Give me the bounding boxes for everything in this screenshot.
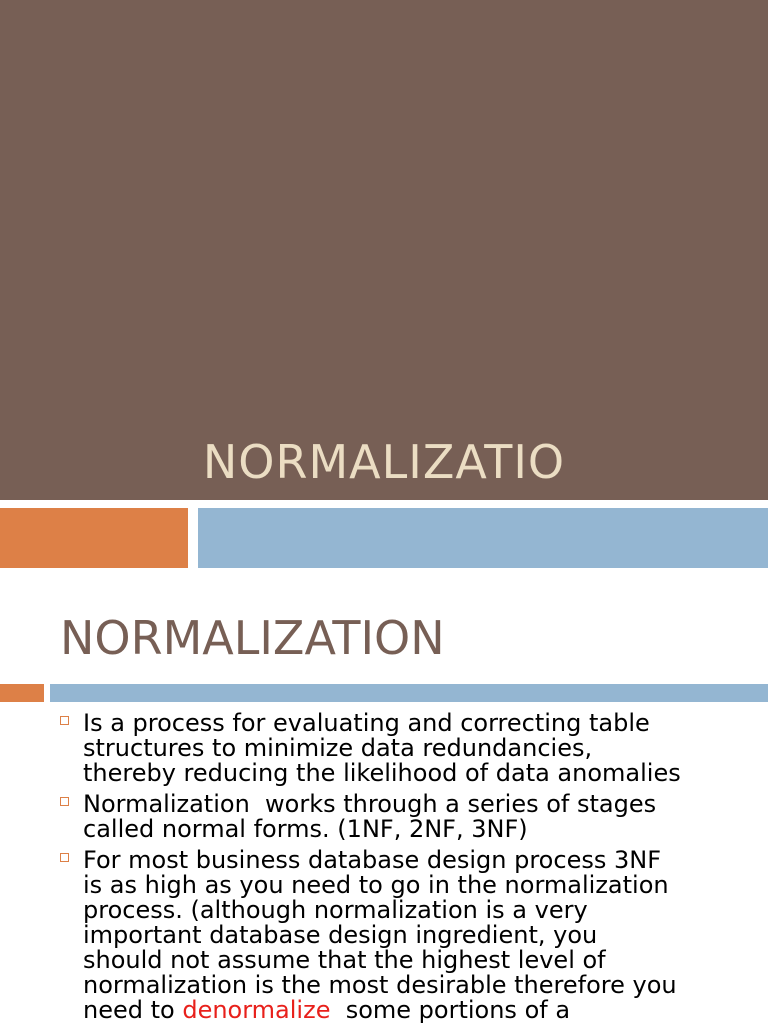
- bullet-line: structures to minimize data redundancies,: [83, 734, 593, 762]
- bullet-line: process. (although normalization is a very: [83, 896, 588, 924]
- bullet-text-suffix: some portions of a: [330, 996, 571, 1024]
- denormalize-highlight: denormalize: [182, 996, 331, 1024]
- square-bullet-icon: [60, 797, 69, 806]
- bullet-line: is as high as you need to go in the normalization: [83, 871, 669, 899]
- bullet-line: thereby reducing the likelihood of data anomalies: [83, 759, 681, 787]
- title-slide: [0, 0, 768, 500]
- slide-separator: [0, 500, 768, 508]
- bullet-text-prefix: need to: [83, 996, 183, 1024]
- orange-divider-bar: [0, 684, 44, 702]
- bullet-line: called normal forms. (1NF, 2NF, 3NF): [83, 815, 528, 843]
- bullet-line: Normalization works through a series of stages: [83, 790, 657, 818]
- bullet-line-with-emphasis: [83, 998, 740, 1023]
- bullet-item: [60, 848, 740, 1023]
- title-slide-heading: NORMALIZATIO: [202, 435, 566, 489]
- bullet-line: normalization is the most desirable therefore you: [83, 971, 677, 999]
- bullet-line: For most business database design process 3NF: [83, 846, 661, 874]
- content-slide-heading: NORMALIZATION: [60, 611, 445, 665]
- bullet-line: should not assume that the highest level of: [83, 946, 606, 974]
- blue-accent-bar: [198, 508, 768, 568]
- bullet-list: [60, 711, 740, 1029]
- bullet-line: important database design ingredient, you: [83, 921, 598, 949]
- bullet-item: [60, 711, 740, 786]
- bullet-line: Is a process for evaluating and correcting table: [83, 709, 650, 737]
- blue-divider-bar: [50, 684, 768, 702]
- square-bullet-icon: [60, 716, 69, 725]
- square-bullet-icon: [60, 853, 69, 862]
- bullet-item: [60, 792, 740, 842]
- orange-accent-bar: [0, 508, 188, 568]
